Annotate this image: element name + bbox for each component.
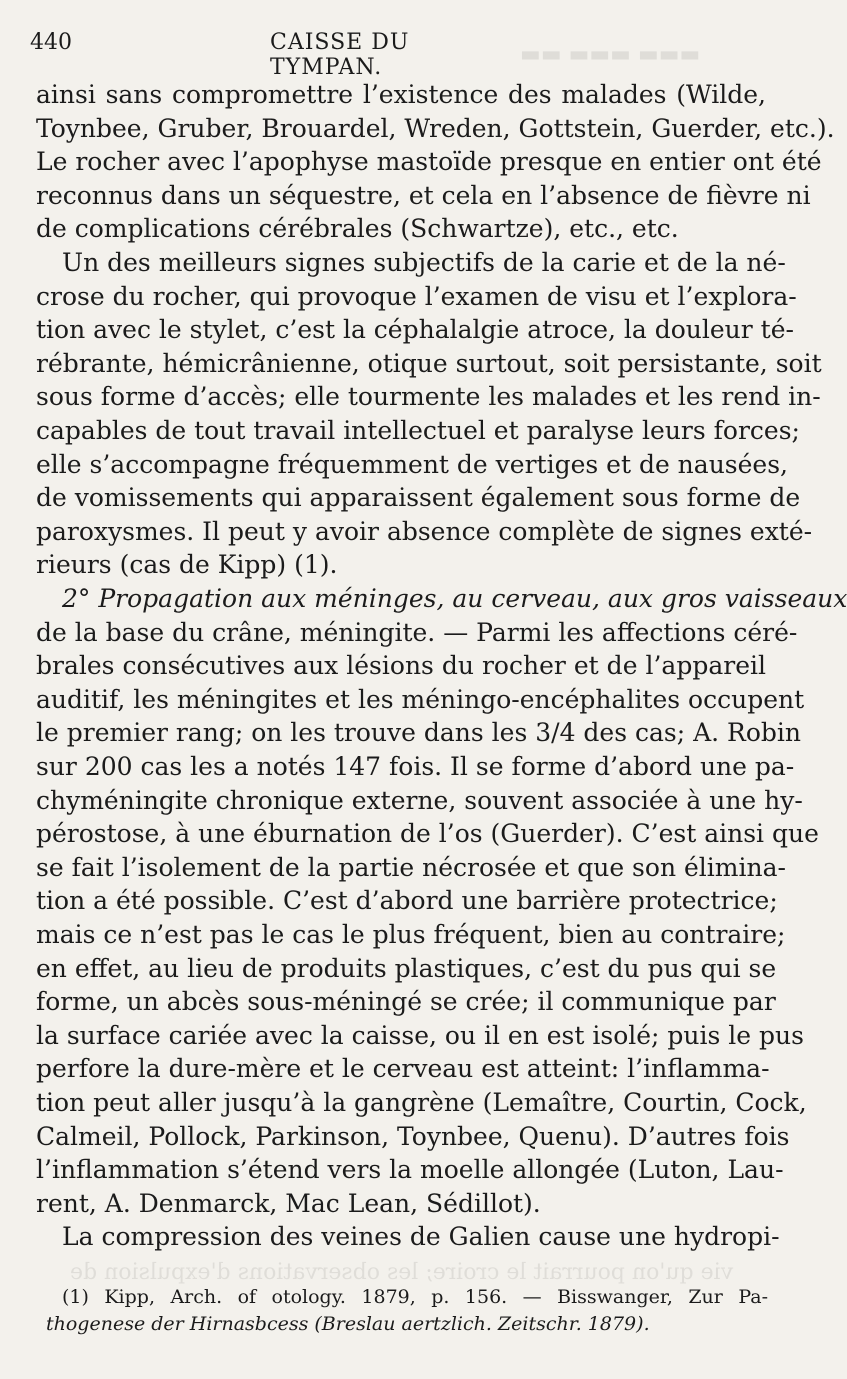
text-line: le premier rang; on les trouve dans les 3/4 des cas; A. Robin: [36, 718, 802, 747]
text-line: l’inflammation s’étend vers la moelle allongée (Luton, Lau-: [36, 1155, 784, 1184]
text-line: tion avec le stylet, c’est la céphalalgie atroce, la douleur té-: [36, 315, 794, 344]
page-header: [30, 30, 510, 80]
text-line: Un des meilleurs signes subjectifs de la carie et de la né-: [62, 248, 786, 277]
text-line: de vomissements qui apparaissent également sous forme de: [36, 483, 801, 512]
text-line: chyméningite chronique externe, souvent associée à une hy-: [36, 786, 803, 815]
text-line: tion peut aller jusqu’à la gangrène (Lemaître, Courtin, Cock,: [36, 1088, 807, 1117]
text-line: de la base du crâne, méningite. — Parmi les affections céré-: [36, 618, 798, 647]
text-line: La compression des veines de Galien cause une hydropi-: [62, 1222, 780, 1251]
text-line: ainsi sans compromettre l’existence des malades (Wilde,: [36, 80, 766, 109]
show-through-mark: vie qu'on pourrait le croire; les observations d'expulsion de: [70, 1260, 734, 1285]
text-line: Le rocher avec l’apophyse mastoïde presque en entier ont été: [36, 147, 822, 176]
text-line: crose du rocher, qui provoque l’examen de visu et l’explora-: [36, 282, 797, 311]
text-line: paroxysmes. Il peut y avoir absence complète de signes exté-: [36, 517, 813, 546]
text-line: sur 200 cas les a notés 147 fois. Il se forme d’abord une pa-: [36, 752, 795, 781]
text-line: auditif, les méningites et les méningo-encéphalites occupent: [36, 685, 805, 714]
text-line: mais ce n’est pas le cas le plus fréquent, bien au contraire;: [36, 920, 786, 949]
text-line: elle s’accompagne fréquemment de vertiges et de nausées,: [36, 450, 788, 479]
text-line: de complications cérébrales (Schwartze), etc., etc.: [36, 214, 679, 243]
text-line: en effet, au lieu de produits plastiques, c’est du pus qui se: [36, 954, 777, 983]
text-line: Toynbee, Gruber, Brouardel, Wreden, Gottstein, Guerder, etc.).: [36, 114, 835, 143]
text-line: forme, un abcès sous-méningé se crée; il communique par: [36, 987, 776, 1016]
text-line: brales consécutives aux lésions du rocher et de l’appareil: [36, 651, 766, 680]
section-heading-line: 2° Propagation aux méninges, au cerveau, aux gros vaisseaux: [62, 584, 847, 613]
text-line: sous forme d’accès; elle tourmente les malades et les rend in-: [36, 382, 821, 411]
text-line: rieurs (cas de Kipp) (1).: [36, 550, 338, 579]
footnote-line: thogenese der Hirnasbcess (Breslau aertzlich. Zeitschr. 1879).: [46, 1313, 650, 1335]
text-line: la surface cariée avec la caisse, ou il en est isolé; puis le pus: [36, 1021, 804, 1050]
running-title: CAISSE DU TYMPAN.: [270, 30, 410, 80]
text-line: pérostose, à une éburnation de l’os (Guerder). C’est ainsi que: [36, 819, 819, 848]
show-through-mark: ▬▬▬ ▬▬▬ ▬▬: [520, 42, 701, 67]
page-number: 440: [30, 30, 72, 55]
text-line: capables de tout travail intellectuel et paralyse leurs forces;: [36, 416, 800, 445]
text-line: tion a été possible. C’est d’abord une barrière protectrice;: [36, 886, 778, 915]
text-line: Calmeil, Pollock, Parkinson, Toynbee, Quenu). D’autres fois: [36, 1122, 790, 1151]
text-line: se fait l’isolement de la partie nécrosée et que son élimina-: [36, 853, 786, 882]
text-line: rébrante, hémicrânienne, otique surtout, soit persistante, soit: [36, 349, 822, 378]
text-line: rent, A. Denmarck, Mac Lean, Sédillot).: [36, 1189, 541, 1218]
text-line: perfore la dure-mère et le cerveau est atteint: l’inflamma-: [36, 1054, 770, 1083]
footnote-line: (1) Kipp, Arch. of otology. 1879, p. 156. — Bisswanger, Zur Pa-: [62, 1286, 768, 1308]
text-line: reconnus dans un séquestre, et cela en l’absence de fièvre ni: [36, 181, 811, 210]
